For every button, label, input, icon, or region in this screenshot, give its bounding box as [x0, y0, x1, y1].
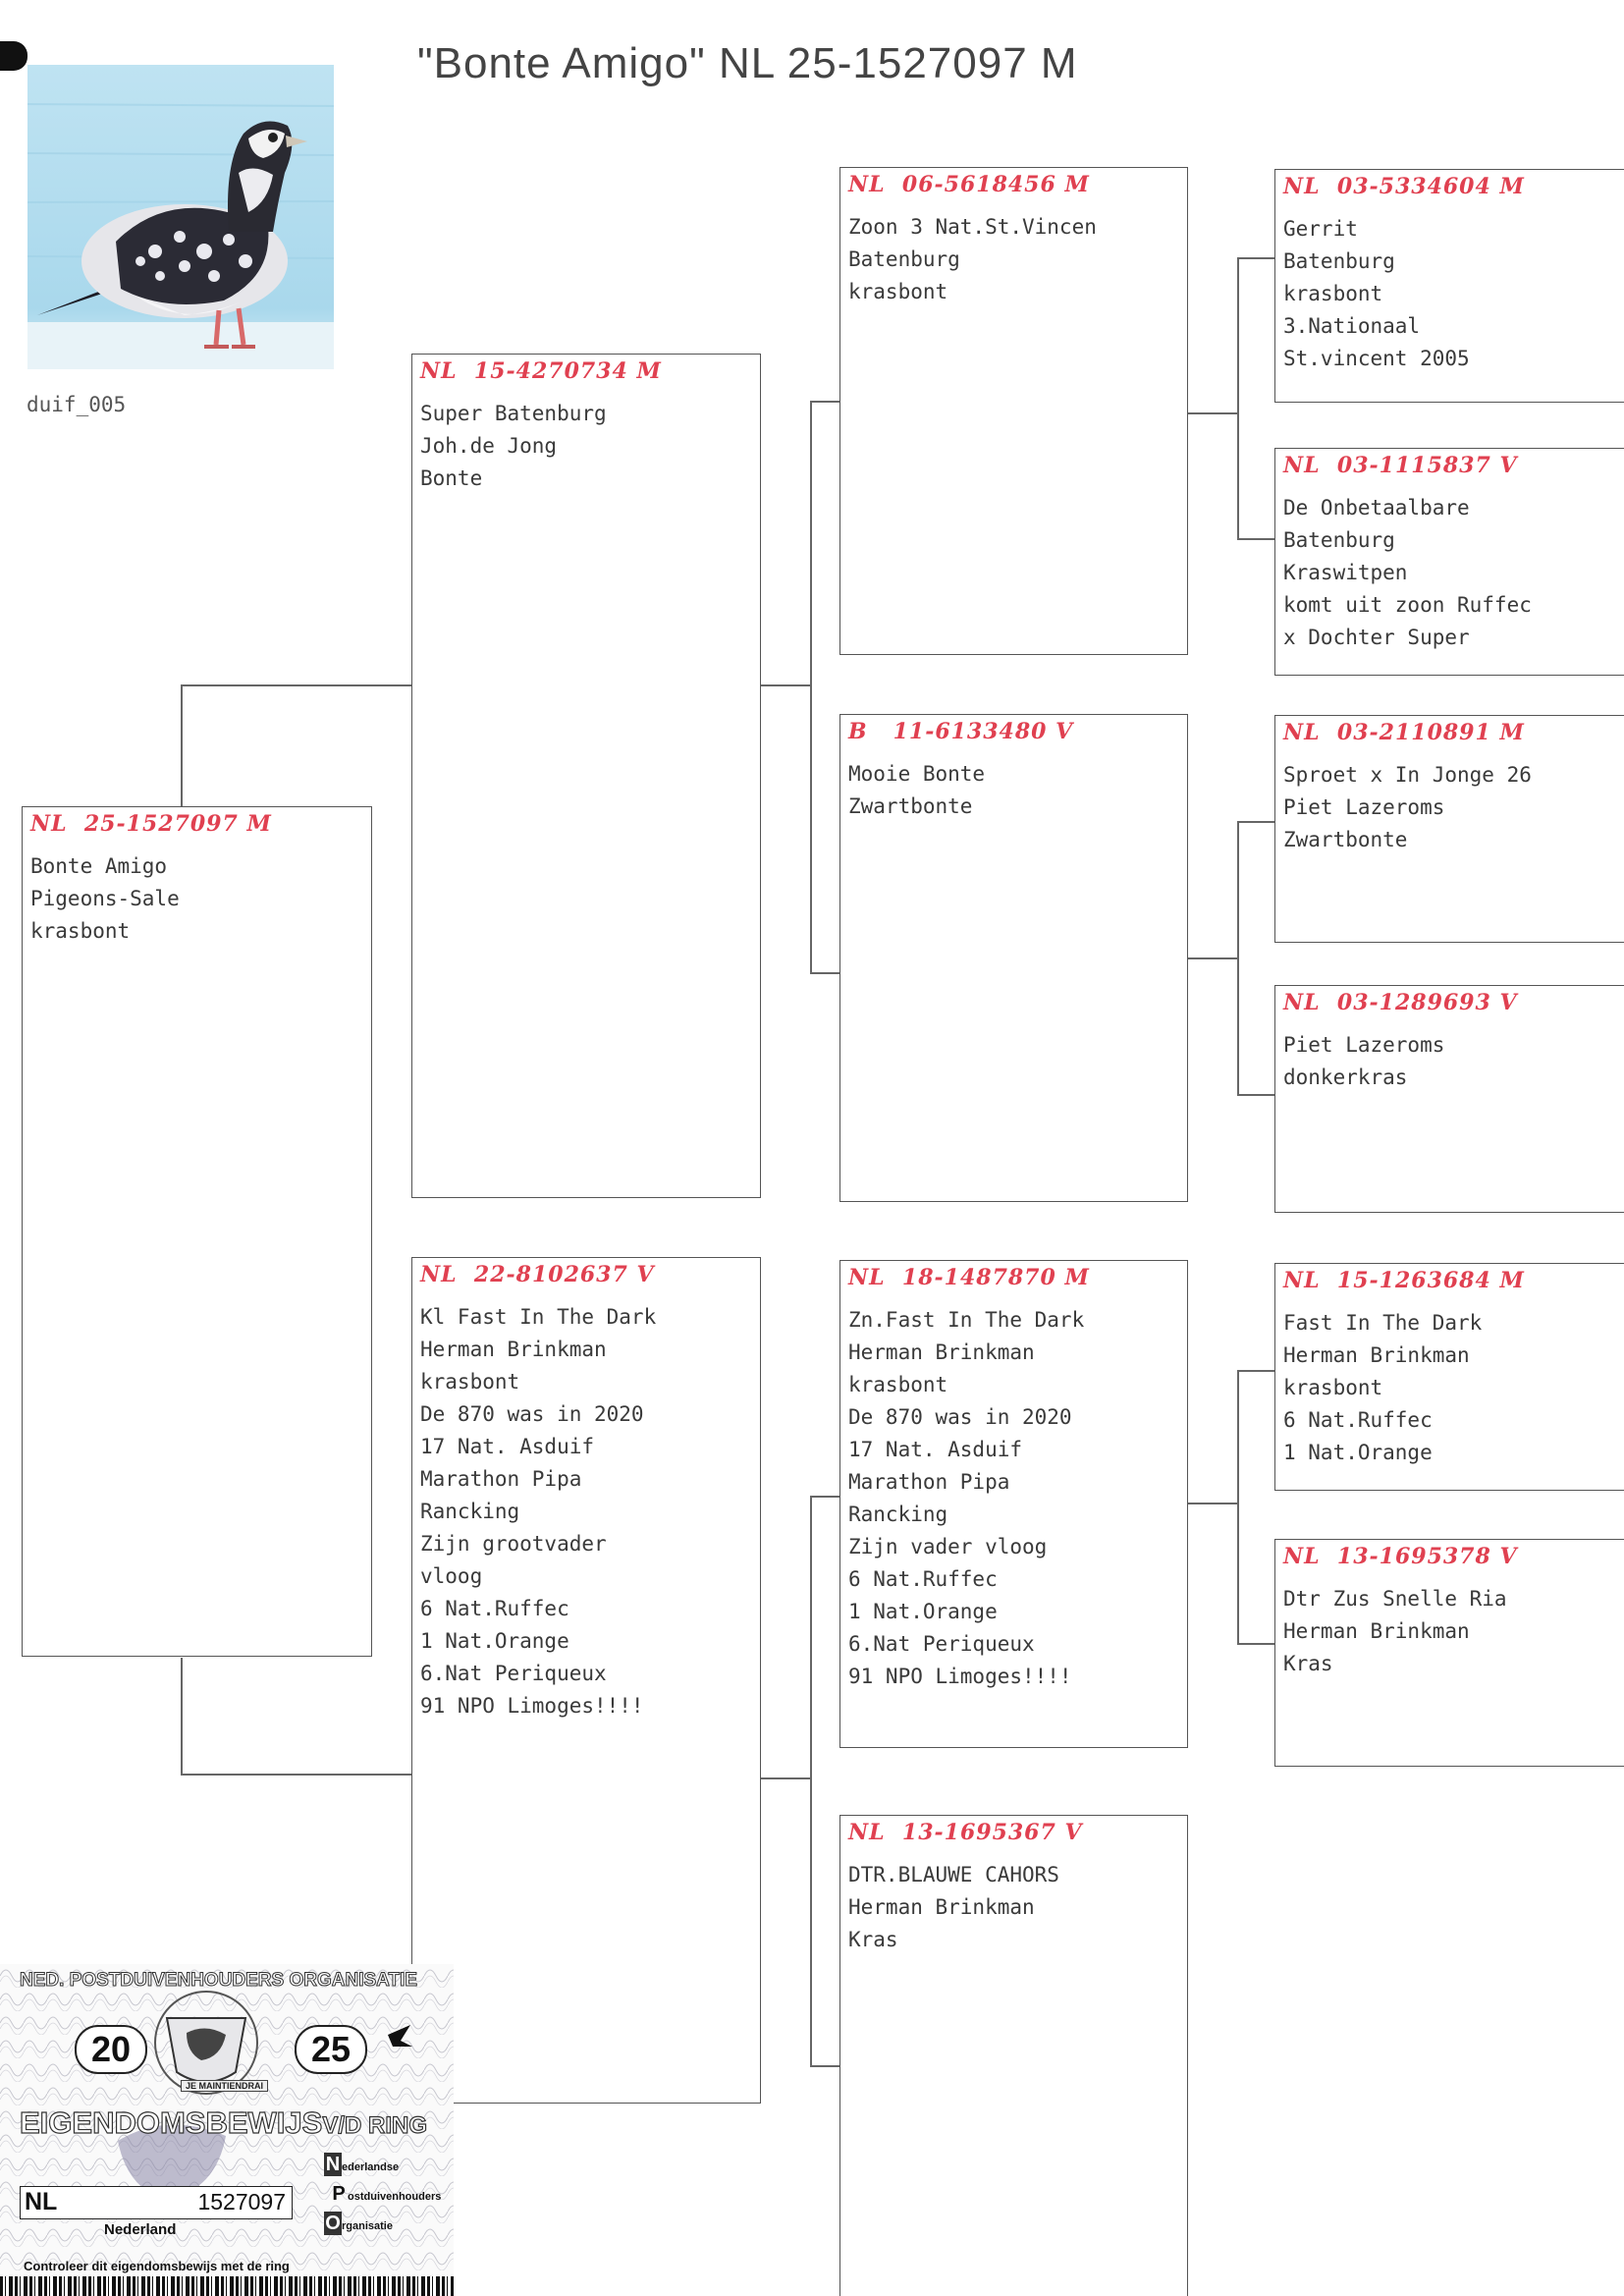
pigeon-box-sdd — [1274, 985, 1624, 1213]
npo-word: ederlandse — [342, 2161, 400, 2173]
npo-logo — [324, 2153, 441, 2235]
info-line: Mooie Bonte — [848, 762, 986, 786]
pigeon-info — [420, 398, 607, 495]
info-line: 91 NPO Limoges!!!! — [848, 1665, 1072, 1688]
card-year-left: 20 — [75, 2025, 147, 2074]
info-line: 17 Nat. Asduif — [420, 1435, 595, 1458]
connector — [181, 684, 411, 686]
ring-number: NL 15-1263684 M — [1283, 1268, 1525, 1293]
info-line: Herman Brinkman — [1283, 1619, 1470, 1643]
pigeon-info — [1283, 1583, 1507, 1680]
connector — [810, 1496, 839, 1498]
connector — [1237, 821, 1239, 1096]
ring-number: NL 15-4270734 M — [420, 358, 662, 384]
info-line: Rancking — [848, 1503, 948, 1526]
connector — [181, 684, 183, 806]
pigeon-box-dam-dam — [839, 1815, 1188, 2296]
info-line: Sproet x In Jonge 26 — [1283, 763, 1532, 787]
info-line: Marathon Pipa — [848, 1470, 1010, 1494]
photo-caption: duif_005 — [27, 393, 127, 416]
info-line: 91 NPO Limoges!!!! — [420, 1694, 644, 1718]
info-line: Dtr Zus Snelle Ria — [1283, 1587, 1507, 1611]
info-line: Herman Brinkman — [848, 1895, 1035, 1919]
connector — [1237, 257, 1239, 540]
info-line: x Dochter Super — [1283, 626, 1470, 649]
info-line: krasbont — [848, 280, 948, 303]
ring-number: B 11-6133480 V — [848, 719, 1074, 744]
connector — [181, 1774, 411, 1776]
info-line: Zwartbonte — [848, 794, 973, 818]
info-line: Herman Brinkman — [420, 1338, 607, 1361]
connector — [1237, 257, 1274, 259]
card-ring-number: 1527097 — [197, 2189, 286, 2214]
npo-letter: P — [332, 2183, 346, 2205]
pigeon-box-sds — [1274, 715, 1624, 943]
pigeon-info — [30, 850, 180, 948]
info-line: krasbont — [420, 1370, 520, 1394]
info-line: Batenburg — [848, 247, 960, 271]
pigeon-box-sire-sire — [839, 167, 1188, 655]
info-line: 17 Nat. Asduif — [848, 1438, 1023, 1461]
info-line: donkerkras — [1283, 1066, 1408, 1089]
npo-word: ostduivenhouders — [348, 2191, 442, 2203]
info-line: Zijn vader vloog — [848, 1535, 1048, 1558]
info-line: Joh.de Jong — [420, 434, 558, 458]
connector — [1237, 1370, 1274, 1372]
page-title: "Bonte Amigo" NL 25-1527097 M — [417, 39, 1078, 87]
info-line: krasbont — [848, 1373, 948, 1396]
connector — [181, 1658, 183, 1776]
info-line: Bonte — [420, 466, 483, 490]
pigeon-info — [848, 758, 985, 823]
ring-number: NL 25-1527097 M — [30, 811, 272, 837]
card-country-name: Nederland — [104, 2221, 177, 2238]
info-line: Marathon Pipa — [420, 1467, 582, 1491]
connector — [810, 401, 812, 974]
pigeon-info — [848, 1304, 1084, 1693]
card-heading-suffix: V/D RING — [322, 2112, 428, 2139]
info-line: 6.Nat Periqueux — [420, 1662, 607, 1685]
info-line: Zijn grootvader — [420, 1532, 607, 1556]
connector — [761, 684, 812, 686]
pigeon-box-sire — [411, 354, 761, 1198]
info-line: Zwartbonte — [1283, 828, 1408, 851]
card-org-name: NED. POSTDUIVENHOUDERS ORGANISATIE — [20, 1970, 418, 1991]
ring-number: NL 03-1289693 V — [1283, 990, 1518, 1015]
scan-corner-mark — [0, 41, 27, 71]
pigeon-box-dss — [1274, 1263, 1624, 1491]
pigeon-box-dam-sire — [839, 1260, 1188, 1748]
info-line: De 870 was in 2020 — [848, 1405, 1072, 1429]
info-line: Piet Lazeroms — [1283, 1033, 1445, 1057]
card-motto: JE MAINTIENDRAI — [181, 2080, 268, 2092]
info-line: St.vincent 2005 — [1283, 347, 1470, 370]
connector — [1237, 1094, 1274, 1096]
info-line: Zoon 3 Nat.St.Vincen — [848, 215, 1097, 239]
card-heading — [20, 2105, 427, 2141]
npo-line — [330, 2182, 441, 2206]
pigeon-info — [848, 211, 1097, 308]
info-line: Kraswitpen — [1283, 561, 1408, 584]
info-line: 6 Nat.Ruffec — [420, 1597, 569, 1620]
connector — [810, 1496, 812, 2067]
info-line: 6 Nat.Ruffec — [1283, 1408, 1433, 1432]
card-country-code: NL — [25, 2188, 58, 2215]
info-line: Rancking — [420, 1500, 520, 1523]
ring-number: NL 03-2110891 M — [1283, 720, 1525, 745]
connector — [1237, 538, 1274, 540]
info-line: 1 Nat.Orange — [420, 1629, 569, 1653]
pigeon-info — [848, 1859, 1059, 1956]
info-line: Gerrit — [1283, 217, 1358, 241]
connector — [1237, 1370, 1239, 1645]
info-line: Pigeons-Sale — [30, 887, 180, 910]
card-barcode — [0, 2276, 454, 2296]
ring-number: NL 22-8102637 V — [420, 1262, 655, 1287]
pigeon-info — [1283, 213, 1470, 375]
ring-number: NL 13-1695378 V — [1283, 1544, 1518, 1569]
info-line: 1 Nat.Orange — [848, 1600, 998, 1623]
ring-number: NL 18-1487870 M — [848, 1265, 1090, 1290]
info-line: 3.Nationaal — [1283, 314, 1421, 338]
card-year-right: 25 — [295, 2025, 367, 2074]
pigeon-info — [1283, 1307, 1482, 1469]
pigeon-info — [420, 1301, 656, 1722]
ring-number: NL 03-1115837 V — [1283, 453, 1518, 478]
info-line: De Onbetaalbare — [1283, 496, 1470, 519]
info-line: 1 Nat.Orange — [1283, 1441, 1433, 1464]
info-line: krasbont — [30, 919, 131, 943]
pigeon-photo — [27, 65, 334, 369]
info-line: 6.Nat Periqueux — [848, 1632, 1035, 1656]
pigeon-box-self — [22, 806, 372, 1657]
pigeon-box-ssd — [1274, 448, 1624, 676]
pigeon-image — [27, 65, 334, 369]
info-line: krasbont — [1283, 282, 1383, 305]
info-line: De 870 was in 2020 — [420, 1402, 644, 1426]
info-line: vloog — [420, 1564, 483, 1588]
connector — [1188, 1503, 1239, 1504]
npo-letter: N — [325, 2154, 341, 2175]
info-line: Bonte Amigo — [30, 854, 168, 878]
info-line: krasbont — [1283, 1376, 1383, 1399]
info-line: Fast In The Dark — [1283, 1311, 1483, 1335]
connector — [1237, 1643, 1274, 1645]
info-line: Batenburg — [1283, 528, 1395, 552]
pigeon-box-sire-dam — [839, 714, 1188, 1202]
info-line: Kras — [848, 1928, 898, 1951]
info-line: DTR.BLAUWE CAHORS — [848, 1863, 1059, 1886]
pigeon-info — [1283, 492, 1532, 654]
npo-line — [324, 2153, 441, 2176]
ring-number: NL 13-1695367 V — [848, 1820, 1083, 1845]
info-line: komt uit zoon Ruffec — [1283, 593, 1532, 617]
ring-number: NL 06-5618456 M — [848, 172, 1090, 197]
card-ring-field — [20, 2186, 293, 2219]
pigeon-info — [1283, 759, 1532, 856]
info-line: Kras — [1283, 1652, 1333, 1675]
npo-word: rganisatie — [342, 2220, 393, 2232]
info-line: Herman Brinkman — [848, 1340, 1035, 1364]
ring-number: NL 03-5334604 M — [1283, 174, 1525, 199]
npo-line — [324, 2212, 441, 2235]
connector — [810, 972, 839, 974]
connector — [810, 2065, 839, 2067]
pigeon-box-sss — [1274, 169, 1624, 403]
connector — [1188, 957, 1239, 959]
connector — [1188, 412, 1239, 414]
npo-letter: O — [325, 2213, 341, 2234]
info-line: Herman Brinkman — [1283, 1343, 1470, 1367]
info-line: Zn.Fast In The Dark — [848, 1308, 1085, 1332]
info-line: 6 Nat.Ruffec — [848, 1567, 998, 1591]
info-line: Kl Fast In The Dark — [420, 1305, 657, 1329]
pigeon-info — [1283, 1029, 1444, 1094]
info-line: Super Batenburg — [420, 402, 607, 425]
info-line: Batenburg — [1283, 249, 1395, 273]
card-check-text: Controleer dit eigendomsbewijs met de ring — [24, 2259, 290, 2273]
ownership-card — [0, 1964, 454, 2296]
pigeon-box-dam — [411, 1257, 761, 2104]
info-line: Piet Lazeroms — [1283, 795, 1445, 819]
card-heading-main: EIGENDOMSBEWIJS — [20, 2105, 323, 2140]
connector — [761, 1777, 812, 1779]
pigeon-box-dsd — [1274, 1539, 1624, 1767]
connector — [1237, 821, 1274, 823]
connector — [810, 401, 839, 403]
